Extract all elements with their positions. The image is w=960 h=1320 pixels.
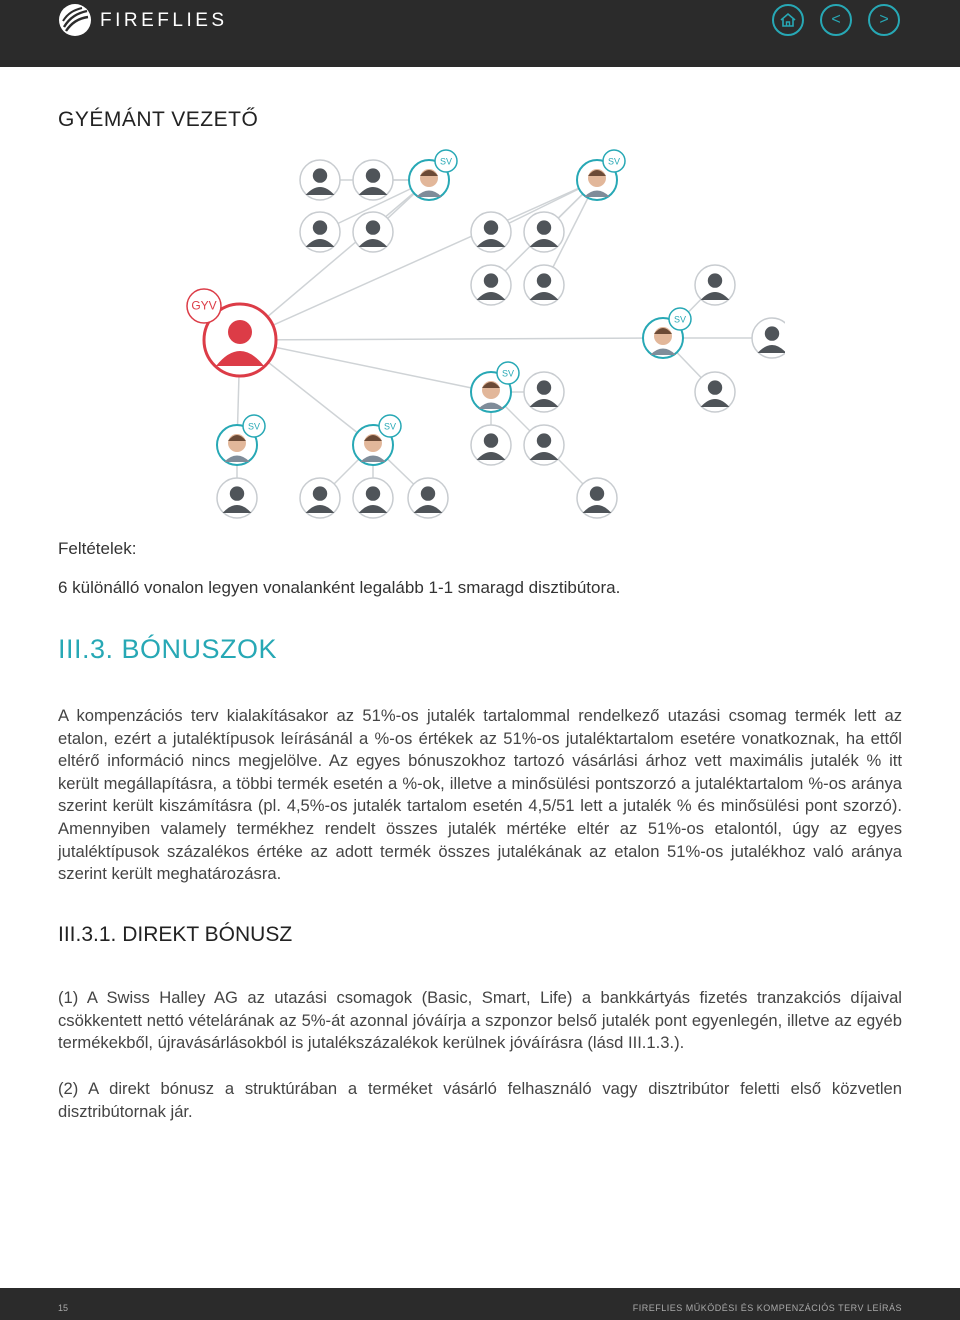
next-page-button[interactable]: > [868, 4, 900, 36]
badge-label: SV [673, 314, 687, 325]
badge-label: SV [439, 156, 453, 167]
brand-name: FIREFLIES [100, 10, 228, 31]
rank-badge [187, 289, 221, 323]
member-icon [217, 478, 257, 518]
member-icon [408, 478, 448, 518]
member-icon [471, 212, 511, 252]
rank-badge [497, 362, 519, 384]
home-icon [779, 11, 797, 29]
badge-label: SV [383, 421, 397, 432]
brand-logo[interactable] [58, 3, 228, 37]
network-diagram [185, 140, 785, 525]
rank-badge [435, 150, 457, 172]
direct-bonus-heading: III.3.1. DIREKT BÓNUSZ [58, 923, 293, 946]
member-icon [300, 160, 340, 200]
connection-line [240, 180, 597, 340]
home-button[interactable] [772, 4, 804, 36]
member-icon [353, 160, 393, 200]
member-icon [695, 265, 735, 305]
member-icon [353, 478, 393, 518]
member-icon [353, 212, 393, 252]
connection-line [240, 338, 663, 340]
member-icon [524, 265, 564, 305]
bonus-heading: III.3. BÓNUSZOK [58, 634, 278, 664]
member-icon [524, 425, 564, 465]
member-icon [577, 478, 617, 518]
rank-badge [243, 415, 265, 437]
fireflies-logo-icon [58, 3, 92, 37]
direct-bonus-paragraph-2: (2) A direkt bónusz a struktúrában a terméket vásárló felhasználó vagy disztribútor feletti első közvetlen disztribútornak jár. [58, 1079, 902, 1121]
badge-label: SV [501, 368, 515, 379]
badge-label: SV [247, 421, 261, 432]
member-icon [471, 425, 511, 465]
badge-label: GYV [191, 298, 217, 313]
conditions-text: 6 különálló vonalon legyen vonalanként legalább 1-1 smaragd disztibútora. [58, 578, 621, 597]
member-icon [524, 372, 564, 412]
member-icon [471, 265, 511, 305]
top-bar [0, 0, 960, 67]
rank-badge [669, 308, 691, 330]
member-icon [300, 478, 340, 518]
page-number: 15 [58, 1303, 69, 1313]
member-icon [752, 318, 785, 358]
previous-page-button[interactable]: < [820, 4, 852, 36]
connection-line [240, 340, 491, 392]
footer [0, 1288, 960, 1320]
badge-label: SV [607, 156, 621, 167]
document-title: FIREFLIES MŰKÖDÉSI ÉS KOMPENZÁCIÓS TERV LEÍRÁS [632, 1303, 902, 1313]
member-icon [695, 372, 735, 412]
member-icon [300, 212, 340, 252]
rank-badge [379, 415, 401, 437]
direct-bonus-paragraph-1: (1) A Swiss Halley AG az utazási csomagok (Basic, Smart, Life) a bankkártyás fizetés tranzakciós díjaival csökkentett nettó vételárának az 5%-át azonnal jóváírja a szponzor belső jutalék pont egyenlegén, illetve az egyéb termékekből, újravásárlásokból is jutalékszázalékok kerülnek jóváírásra (lásd III.1.3.). [58, 988, 902, 1053]
conditions-label: Feltételek: [58, 539, 137, 558]
rank-badge [603, 150, 625, 172]
bonus-paragraph: A kompenzációs terv kialakításakor az 51%-os jutalék tartalommal rendelkező utazási csomag termék lett az etalon, ezért a jutaléktípusok leírásánál a %-os értékek az 51%-os jutaléktartalom esetére vonatkoznak, ha ettől eltérő információ nincs megjelölve. Az egyes bónuszokhoz tartozó vásárlási árhoz vett maximális jutalék % itt került megállapításra, a többi termék esetén a %-ok, illetve a minősülési pontszorzó a jutaléktartalom %-os aránya szerint került kiszámításra (pl. 4,5%-os jutalék tartalom esetén 4,5/51 lett a jutalék % és minősülési pont szorzó). Amennyiben valamely termékhez rendelt összes jutalék mértéke eltér az 51%-os etalontól, úgy az egyes jutaléktípusok százalékos értéke az adott termék összes jutalékának az etalon 51%-os jutalékhoz való aránya szerint került meghatározásra. [58, 706, 902, 884]
section-title: GYÉMÁNT VEZETŐ [58, 108, 259, 131]
member-icon [524, 212, 564, 252]
